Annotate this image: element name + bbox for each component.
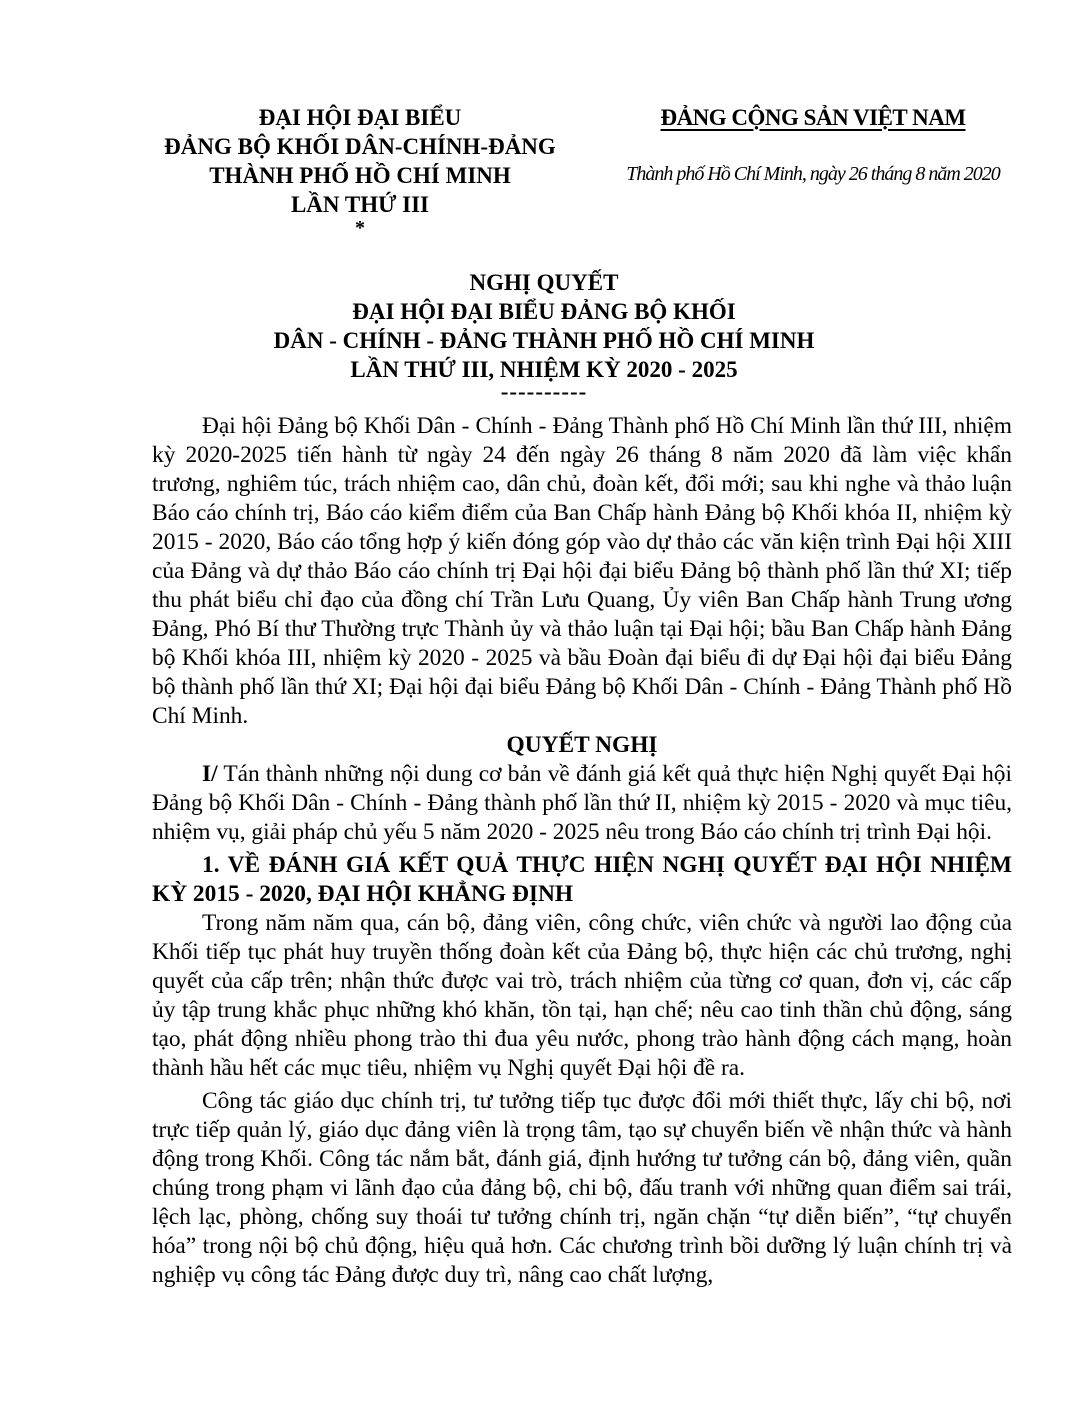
paragraph-2: Công tác giáo dục chính trị, tư tưởng tiếp tục được đổi mới thiết thực, lấy chi bộ, nơi trực tiếp quản lý, giáo dục đảng viên là trọng tâm, tạo sự chuyển biến về nhận thức và hành động trong Khối. Công tác nắm bắt, đánh giá, định hướng tư tưởng cán bộ, đảng viên, quần chúng trong phạm vi lãnh đạo của đảng bộ, chi bộ, đấu tranh với những quan điểm sai trái, lệch lạc, phòng, chống suy thoái tư tưởng chính trị, ngăn chặn “tự diễn biến”, “tự chuyển hóa” trong nội bộ chủ động, hiệu quả hơn. Các chương trình bồi dưỡng lý luận chính trị và nghiệp vụ công tác Đảng được duy trì, nâng cao chất lượng, [152, 1088, 1012, 1288]
date-line: Thành phố Hồ Chí Minh, ngày 26 tháng 8 năm 2020 [626, 163, 1000, 185]
paragraph-1: Trong năm năm qua, cán bộ, đảng viên, công chức, viên chức và người lao động của Khối tiếp tục phát huy truyền thống đoàn kết của Đảng bộ, thực hiện các chủ trương, nghị quyết của cấp trên; nhận thức được vai trò, trách nhiệm của từng cơ quan, đơn vị, các cấp ủy tập trung khắc phục những khó khăn, tồn tại, hạn chế; nêu cao tinh thần chủ động, sáng tạo, phát động nhiều phong trào thi đua yêu nước, phong trào hành động cách mạng, hoàn thành hầu hết các mục tiêu, nhiệm vụ Nghị quyết Đại hội đề ra. [152, 910, 1012, 1081]
party-name: ĐẢNG CỘNG SẢN VIỆT NAM [660, 105, 966, 130]
resolution-heading: QUYẾT NGHỊ [506, 732, 658, 758]
title-line-1: NGHỊ QUYẾT [469, 270, 619, 295]
issuing-body-header [140, 103, 580, 237]
title-line-3: DÂN - CHÍNH - ĐẢNG THÀNH PHỐ HỒ CHÍ MINH [273, 328, 815, 353]
party-header [608, 103, 1018, 189]
document-title [100, 268, 988, 404]
title-line-4: LẦN THỨ III, NHIỆM KỲ 2020 - 2025 [350, 357, 738, 382]
section-i-paragraph [152, 760, 1012, 847]
document-body [152, 412, 1012, 1290]
title-separator: ---------- [500, 379, 588, 404]
header-star: * [355, 217, 365, 239]
heading-1: 1. VỀ ĐÁNH GIÁ KẾT QUẢ THỰC HIỆN NGHỊ QUYẾT ĐẠI HỘI NHIỆM KỲ 2015 - 2020, ĐẠI HỘI KHẲNG ĐỊNH [152, 852, 1012, 907]
issuing-body-line-2: ĐẢNG BỘ KHỐI DÂN-CHÍNH-ĐẢNG [164, 134, 556, 159]
issuing-body-line-4: LẦN THỨ III [290, 192, 430, 217]
section-i-text: Tán thành những nội dung cơ bản về đánh giá kết quả thực hiện Nghị quyết Đại hội Đảng bộ Khối Dân - Chính - Đảng thành phố lần thứ II, nhiệm kỳ 2015 - 2020 và mục tiêu, nhiệm vụ, giải pháp chủ yếu 5 năm 2020 - 2025 nêu trong Báo cáo chính trị trình Đại hội. [152, 761, 1012, 845]
section-i-label: I/ [202, 761, 218, 787]
intro-paragraph: Đại hội Đảng bộ Khối Dân - Chính - Đảng Thành phố Hồ Chí Minh lần thứ III, nhiệm kỳ 2020-2025 tiến hành từ ngày 24 đến ngày 26 tháng 8 năm 2020 đã làm việc khẩn trương, nghiêm túc, trách nhiệm cao, dân chủ, đoàn kết, đổi mới; sau khi nghe và thảo luận Báo cáo chính trị, Báo cáo kiểm điểm của Ban Chấp hành Đảng bộ Khối khóa II, nhiệm kỳ 2015 - 2020, Báo cáo tổng hợp ý kiến đóng góp vào dự thảo các văn kiện trình Đại hội XIII của Đảng và dự thảo Báo cáo chính trị Đại hội đại biểu Đảng bộ thành phố lần thứ XI; tiếp thu phát biểu chỉ đạo của đồng chí Trần Lưu Quang, Ủy viên Ban Chấp hành Trung ương Đảng, Phó Bí thư Thường trực Thành ủy và thảo luận tại Đại hội; bầu Ban Chấp hành Đảng bộ Khối khóa III, nhiệm kỳ 2020 - 2025 và bầu Đoàn đại biểu đi dự Đại hội đại biểu Đảng bộ thành phố lần thứ XI; Đại hội đại biểu Đảng bộ Khối Dân - Chính - Đảng Thành phố Hồ Chí Minh. [152, 413, 1012, 729]
title-line-2: ĐẠI HỘI ĐẠI BIỂU ĐẢNG BỘ KHỐI [352, 299, 736, 324]
issuing-body-line-3: THÀNH PHỐ HỒ CHÍ MINH [209, 163, 511, 188]
issuing-body-line-1: ĐẠI HỘI ĐẠI BIỂU [258, 105, 462, 130]
